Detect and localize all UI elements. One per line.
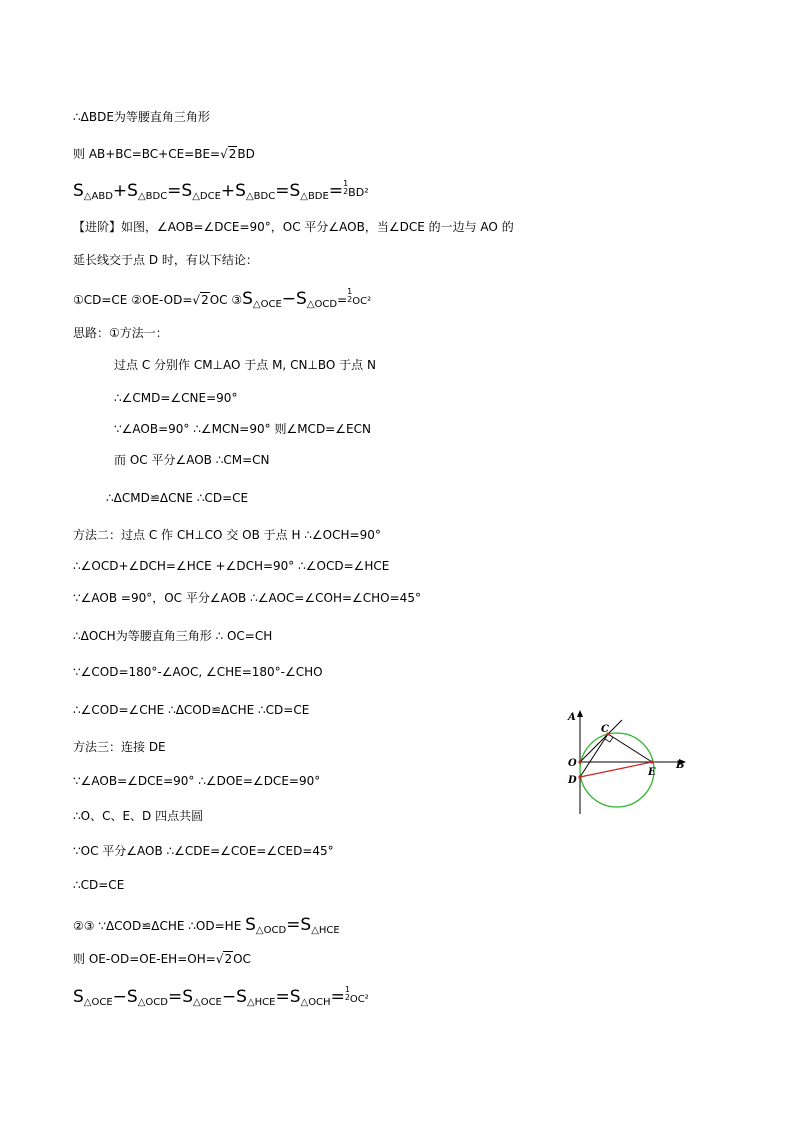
label-b: B <box>676 760 685 771</box>
line-method2-step4: ∴ΔOCH为等腰直角三角形 ∴ OC=CH <box>73 629 273 643</box>
line-area-eq-final <box>73 986 369 1014</box>
arrow-a-icon <box>577 710 583 717</box>
line-area-eq-1 <box>73 180 369 208</box>
sub: △HCE <box>246 997 276 1008</box>
line-method1-step3: ∵∠AOB=90° ∴∠MCN=90° 则∠MCD=∠ECN <box>114 422 371 436</box>
text: BD <box>237 147 255 161</box>
sqrt-sign: √2 <box>192 293 209 307</box>
text: ②③ ∵ΔCOD≌ΔCHE ∴OD=HE <box>73 919 246 933</box>
sub: △DCE <box>192 191 221 202</box>
sqrt-radicand: 2 <box>201 293 209 307</box>
segment-ce <box>608 734 652 762</box>
op: = <box>330 987 345 1007</box>
op: +S <box>220 181 246 201</box>
op: +S <box>112 181 138 201</box>
op: −S <box>221 987 247 1007</box>
text: OC <box>233 952 251 966</box>
point-o <box>578 760 581 763</box>
line-method3-step3: ∴O、C、E、D 四点共圆 <box>73 809 204 823</box>
den: 2 <box>343 187 349 196</box>
sub: △ABD <box>83 191 113 202</box>
sub: △OCE <box>83 997 113 1008</box>
den: 2 <box>344 993 350 1002</box>
line-method2-step1: 方法二：过点 C 作 CH⊥CO 交 OB 于点 H ∴∠OCH=90° <box>73 528 381 542</box>
tail: OC² <box>352 296 372 307</box>
sub: △BDC <box>137 191 168 202</box>
op: =S <box>167 987 194 1007</box>
op: −S <box>112 987 138 1007</box>
sub: △OCD <box>255 925 287 936</box>
right-angle-marker <box>605 737 613 742</box>
label-e: E <box>648 767 656 778</box>
label-a: A <box>568 712 576 723</box>
line-method1-step5: ∴ΔCMD≌ΔCNE ∴CD=CE <box>106 491 249 505</box>
sqrt-sign: √2 <box>215 952 233 966</box>
line-method2-step5: ∵∠COD=180°-∠AOC, ∠CHE=180°-∠CHO <box>73 665 323 679</box>
text: 则 OE-OD=OE-EH=OH= <box>73 952 216 966</box>
line-conclusions <box>73 288 371 313</box>
line-method3-step2: ∵∠AOB=∠DCE=90° ∴∠DOE=∠DCE=90° <box>73 774 321 788</box>
sub: △OCE <box>193 997 222 1008</box>
sqrt-radicand: 2 <box>224 952 233 966</box>
s: S <box>73 181 84 201</box>
line-ab-bc-sum <box>73 146 255 162</box>
line-method1-step4: 而 OC 平分∠AOB ∴CM=CN <box>114 453 270 467</box>
den: 2 <box>347 295 353 304</box>
line-extension: 延长线交于点 D 时，有以下结论： <box>73 253 258 267</box>
label-c: C <box>601 724 609 735</box>
line-approach: 思路：①方法一： <box>73 326 168 340</box>
line-proof-23 <box>73 914 340 939</box>
line-advanced-problem: 【进阶】如图，∠AOB=∠DCE=90°，OC 平分∠AOB，当∠DCE 的一边与 AO 的 <box>73 220 514 234</box>
text: OC ③ <box>209 293 243 307</box>
s: S <box>245 915 256 935</box>
num: 1 <box>344 985 350 994</box>
line-method3-step4: ∵OC 平分∠AOB ∴∠CDE=∠COE=∠CED=45° <box>73 844 334 858</box>
line-method2-step2: ∴∠OCD+∠DCH=∠HCE +∠DCH=90° ∴∠OCD=∠HCE <box>73 559 390 573</box>
s: S <box>242 289 253 309</box>
op: = <box>328 181 344 201</box>
op: =S <box>275 987 301 1007</box>
line-method3-step5: ∴CD=CE <box>73 878 125 892</box>
tail: BD² <box>348 186 369 199</box>
op: −S <box>281 289 307 309</box>
line-method1-step2: ∴∠CMD=∠CNE=90° <box>114 391 238 405</box>
line-oe-od <box>73 951 251 967</box>
s: S <box>73 987 84 1007</box>
point-e <box>650 760 653 763</box>
text: 则 AB+BC=BC+CE=BE= <box>73 147 221 161</box>
segment-de <box>580 762 652 777</box>
line-method2-step3: ∵∠AOB =90°，OC 平分∠AOB ∴∠AOC=∠COH=∠CHO=45° <box>73 591 421 605</box>
line-bde-isosceles: ∴ΔBDE为等腰直角三角形 <box>73 110 210 124</box>
op: =S <box>286 915 312 935</box>
point-d <box>578 775 581 778</box>
sub: △BDC <box>245 191 276 202</box>
op: = <box>337 293 348 307</box>
sub: △OCE <box>252 299 282 310</box>
op: =S <box>275 181 301 201</box>
label-o: O <box>568 758 577 769</box>
num: 1 <box>343 179 349 188</box>
sub: △HCE <box>311 925 340 936</box>
label-d: D <box>568 775 577 786</box>
sqrt-radicand: 2 <box>228 147 237 161</box>
line-method3-step1: 方法三：连接 DE <box>73 740 166 754</box>
num: 1 <box>347 287 353 296</box>
sub: △OCH <box>300 997 331 1008</box>
op: =S <box>167 181 193 201</box>
geometry-figure <box>560 710 700 820</box>
sub: △BDE <box>300 191 329 202</box>
text: ①CD=CE ②OE-OD= <box>73 293 193 307</box>
line-method1-step1: 过点 C 分别作 CM⊥AO 于点 M, CN⊥BO 于点 N <box>114 358 376 372</box>
sub: △OCD <box>137 997 168 1008</box>
sub: △OCD <box>306 299 338 310</box>
sqrt-sign: √2 <box>220 147 237 161</box>
circle-ocde <box>580 733 654 807</box>
tail: OC² <box>349 994 369 1005</box>
line-method2-step6: ∴∠COD=∠CHE ∴ΔCOD≌ΔCHE ∴CD=CE <box>73 703 310 717</box>
